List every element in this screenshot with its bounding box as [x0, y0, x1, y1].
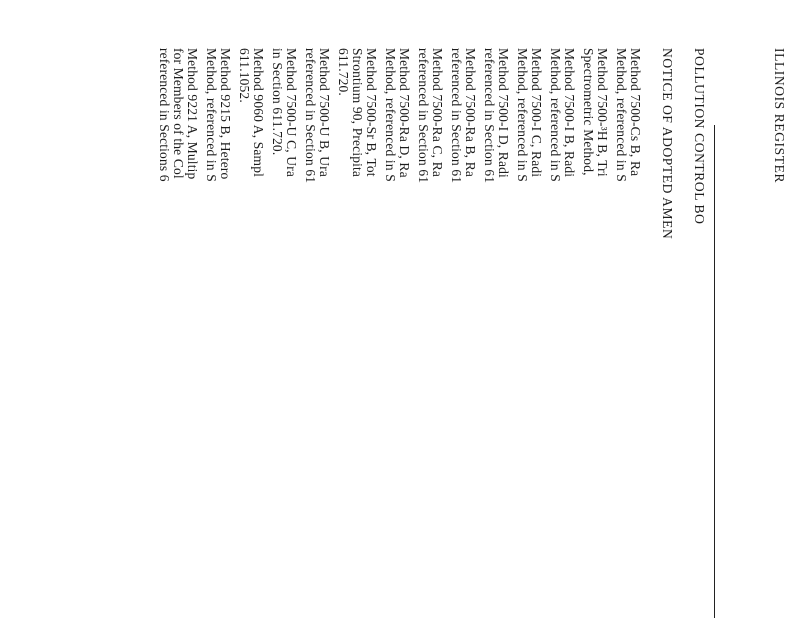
text-line: Method 7500-U B, Ura	[317, 48, 332, 177]
text-line: Method 7500-Sr B, Tot	[364, 48, 379, 177]
text-line: Method 7500-I C, Radi	[529, 48, 544, 178]
text-line: Method 7500-Ra D, Ra	[397, 48, 412, 178]
text-line: Strontium 90, Precipita	[350, 48, 365, 178]
text-line: Method 9060 A, Sampl	[251, 48, 266, 178]
text-line: referenced in Section 61	[416, 48, 431, 184]
text-line: 611.1052.	[237, 48, 252, 103]
text-line: referenced in Sections 6	[157, 48, 172, 182]
text-line: Method 7500-Cs B, Ra	[628, 48, 643, 177]
text-line: Method 7500-Ra C, Ra	[430, 48, 445, 177]
notice-heading: NOTICE OF ADOPTED AMEN	[660, 48, 675, 240]
text-line: Method, referenced in S	[614, 48, 629, 182]
text-line: Method 7500-I D, Radi	[496, 48, 511, 178]
text-line: Method, referenced in S	[204, 48, 219, 182]
text-line: Method 7500-Ra B, Ra	[463, 48, 478, 177]
text-line: 611.720.	[336, 48, 351, 96]
text-line: Method, referenced in S	[515, 48, 530, 182]
text-line: Method, referenced in S	[548, 48, 563, 182]
register-title: ILLINOIS REGISTER	[772, 48, 787, 184]
text-line: Method 9215 B, Hetero	[218, 48, 233, 180]
text-line: Spectrometric Method,	[581, 48, 596, 176]
text-line: referenced in Section 61	[482, 48, 497, 184]
text-line: Method, referenced in S	[383, 48, 398, 182]
board-name: POLLUTION CONTROL BO	[692, 48, 707, 225]
text-line: Method 7500-³H B, Tri	[595, 48, 610, 177]
text-line: referenced in Section 61	[303, 48, 318, 184]
text-line: Method 7500-I B, Radi	[562, 48, 577, 178]
text-line: referenced in Section 61	[449, 48, 464, 184]
text-line: Method 9221 A, Multip	[185, 48, 200, 180]
text-line: Method 7500-U C, Ura	[284, 48, 299, 177]
text-line: in Section 611.720.	[270, 48, 285, 156]
text-line: for Members of the Col	[171, 48, 186, 179]
